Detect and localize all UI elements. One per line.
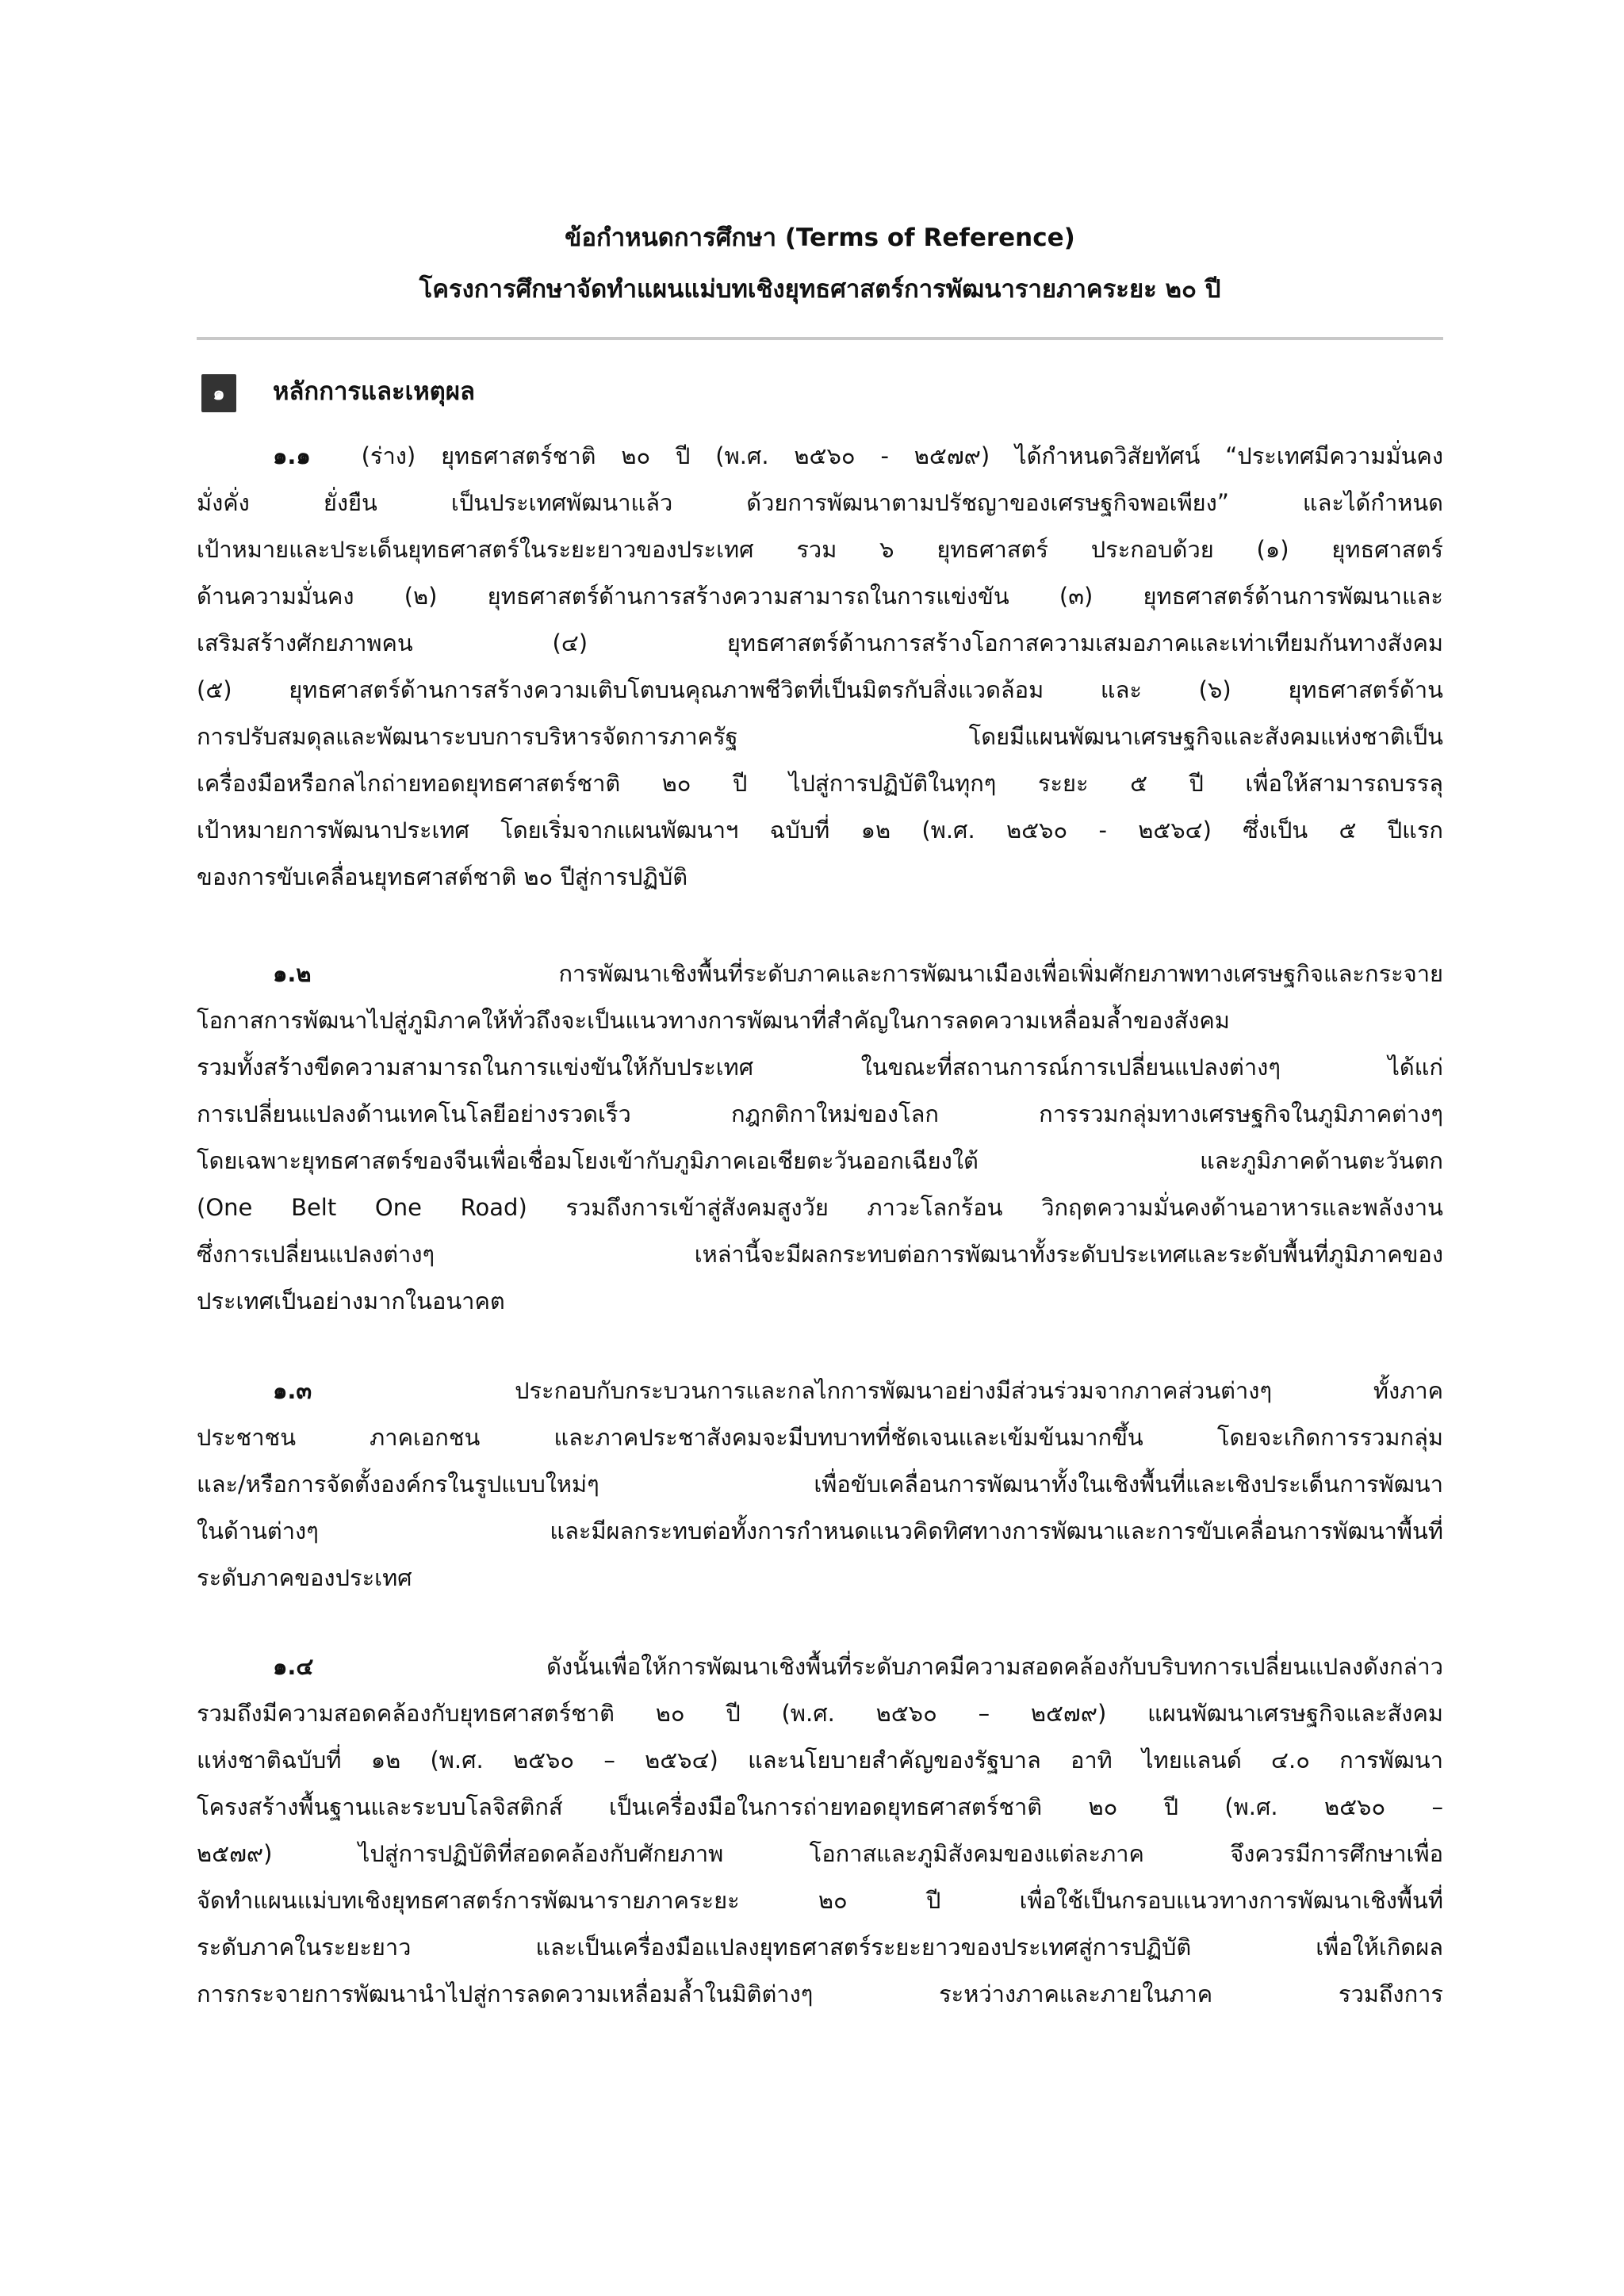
paragraph-line: (๕) ยุทธศาสตร์ด้านการสร้างความเติบโตบนคุณภาพชีวิตที่เป็นมิตรกับสิ่งแวดล้อม และ (๖) ยุทธศาสตร์ด้าน: [197, 676, 1443, 703]
paragraph-line: ๒๕๗๙) ไปสู่การปฏิบัติที่สอดคล้องกับศักยภาพ โอกาสและภูมิสังคมของแต่ละภาค จึงควรมีการศึกษาเพื่อ: [197, 1840, 1443, 1867]
paragraph-1-1: [197, 433, 1443, 901]
paragraph-line: ในด้านต่างๆ และมีผลกระทบต่อทั้งการกำหนดแนวคิดทิศทางการพัฒนาและการขับเคลื่อนการพัฒนาพื้นที่: [197, 1517, 1443, 1544]
paragraph-line: เครื่องมือหรือกลไกถ่ายทอดยุทธศาสตร์ชาติ ๒๐ ปี ไปสู่การปฏิบัติในทุกๆ ระยะ ๕ ปี เพื่อให้สามารถบรรลุ: [197, 770, 1443, 797]
paragraph-number: ๑.๓: [273, 1377, 312, 1404]
section-heading: หลักการและเหตุผล: [273, 377, 475, 406]
paragraph-text: ดังนั้นเพื่อให้การพัฒนาเชิงพื้นที่ระดับภาคมีความสอดคล้องกับบริบทการเปลี่ยนแปลงดังกล่าว: [546, 1653, 1443, 1680]
paragraph-1-4: [197, 1644, 1443, 2018]
paragraph-text: การพัฒนาเชิงพื้นที่ระดับภาคและการพัฒนาเมืองเพื่อเพิ่มศักยภาพทางเศรษฐกิจและกระจาย: [558, 960, 1443, 987]
paragraph-line: เป้าหมายการพัฒนาประเทศ โดยเริ่มจากแผนพัฒนาฯ ฉบับที่ ๑๒ (พ.ศ. ๒๕๖๐ - ๒๕๖๔) ซึ่งเป็น ๕ ปีแรก: [197, 817, 1443, 844]
paragraph-line: การเปลี่ยนแปลงด้านเทคโนโลยีอย่างรวดเร็ว กฎกติกาใหม่ของโลก การรวมกลุ่มทางเศรษฐกิจในภูมิภาคต่างๆ: [197, 1100, 1443, 1127]
paragraph-line: [197, 1368, 1443, 1414]
title-divider: [197, 337, 1443, 340]
paragraph-line: และ/หรือการจัดตั้งองค์กรในรูปแบบใหม่ๆ เพื่อขับเคลื่อนการพัฒนาทั้งในเชิงพื้นที่และเชิงประเด็นการพัฒนา: [197, 1471, 1443, 1498]
paragraph-number: ๑.๔: [273, 1653, 314, 1680]
paragraph-line: ของการขับเคลื่อนยุทธศาสต์ชาติ ๒๐ ปีสู่การปฏิบัติ: [197, 863, 688, 890]
paragraph-line: [197, 1644, 1443, 1690]
paragraph-line: จัดทำแผนแม่บทเชิงยุทธศาสตร์การพัฒนารายภาคระยะ ๒๐ ปี เพื่อใช้เป็นกรอบแนวทางการพัฒนาเชิงพื้นที่: [197, 1887, 1443, 1914]
document-title-line-2: โครงการศึกษาจัดทำแผนแม่บทเชิงยุทธศาสตร์การพัฒนารายภาคระยะ ๒๐ ปี: [419, 275, 1221, 304]
paragraph-line: รวมถึงมีความสอดคล้องกับยุทธศาสตร์ชาติ ๒๐ ปี (พ.ศ. ๒๕๖๐ – ๒๕๗๙) แผนพัฒนาเศรษฐกิจและสังคม: [197, 1700, 1443, 1727]
paragraph-line: โอกาสการพัฒนาไปสู่ภูมิภาคให้ทั่วถึงจะเป็นแนวทางการพัฒนาที่สำคัญในการลดความเหลื่อมล้ำของสังคม: [197, 1007, 1230, 1034]
paragraph-number: ๑.๑: [273, 442, 311, 469]
paragraph-line: การปรับสมดุลและพัฒนาระบบการบริหารจัดการภาครัฐ โดยมีแผนพัฒนาเศรษฐกิจและสังคมแห่งชาติเป็น: [197, 723, 1443, 750]
paragraph-line: มั่งคั่ง ยั่งยืน เป็นประเทศพัฒนาแล้ว ด้วยการพัฒนาตามปรัชญาของเศรษฐกิจพอเพียง” และได้กำหนด: [197, 489, 1443, 516]
paragraph-line: เสริมสร้างศักยภาพคน (๔) ยุทธศาสตร์ด้านการสร้างโอกาสความเสมอภาคและเท่าเทียมกันทางสังคม: [197, 629, 1443, 656]
paragraph-number: ๑.๒: [273, 960, 312, 987]
paragraph-line: [197, 951, 1443, 997]
paragraph-text: (ร่าง) ยุทธศาสตร์ชาติ ๒๐ ปี (พ.ศ. ๒๕๖๐ - ๒๕๗๙) ได้กำหนดวิสัยทัศน์ “ประเทศมีความมั่นคง: [361, 442, 1443, 469]
document-title-line-1: ข้อกำหนดการศึกษา (Terms of Reference): [565, 224, 1075, 252]
paragraph-line: ระดับภาคในระยะยาว และเป็นเครื่องมือแปลงยุทธศาสตร์ระยะยาวของประเทศสู่การปฏิบัติ เพื่อให้เกิดผล: [197, 1934, 1443, 1961]
paragraph-line: การกระจายการพัฒนานำไปสู่การลดความเหลื่อมล้ำในมิติต่างๆ ระหว่างภาคและภายในภาค รวมถึงการ: [197, 1980, 1443, 2007]
paragraph-line: (One Belt One Road) รวมถึงการเข้าสู่สังคมสูงวัย ภาวะโลกร้อน วิกฤตความมั่นคงด้านอาหารและพลังงาน: [197, 1194, 1443, 1221]
paragraph-line: รวมทั้งสร้างขีดความสามารถในการแข่งขันให้กับประเทศ ในขณะที่สถานการณ์การเปลี่ยนแปลงต่างๆ ได้แก่: [197, 1054, 1443, 1081]
paragraph-line: แห่งชาติฉบับที่ ๑๒ (พ.ศ. ๒๕๖๐ – ๒๕๖๔) และนโยบายสำคัญของรัฐบาล อาทิ ไทยแลนด์ ๔.๐ การพัฒนา: [197, 1747, 1443, 1774]
paragraph-line: ประเทศเป็นอย่างมากในอนาคต: [197, 1288, 505, 1314]
paragraph-1-3: [197, 1368, 1443, 1601]
paragraph-line: ระดับภาคของประเทศ: [197, 1564, 412, 1591]
paragraph-line: [197, 433, 1443, 480]
paragraph-line: ซึ่งการเปลี่ยนแปลงต่างๆ เหล่านี้จะมีผลกระทบต่อการพัฒนาทั้งระดับประเทศและระดับพื้นที่ภูมิภาคของ: [197, 1241, 1443, 1268]
paragraph-line: โครงสร้างพื้นฐานและระบบโลจิสติกส์ เป็นเครื่องมือในการถ่ายทอดยุทธศาสตร์ชาติ ๒๐ ปี (พ.ศ. ๒๕๖๐ –: [197, 1793, 1443, 1820]
paragraph-line: ด้านความมั่นคง (๒) ยุทธศาสตร์ด้านการสร้างความสามารถในการแข่งขัน (๓) ยุทธศาสตร์ด้านการพัฒนาและ: [197, 583, 1443, 610]
paragraph-text: ประกอบกับกระบวนการและกลไกการพัฒนาอย่างมีส่วนร่วมจากภาคส่วนต่างๆ ทั้งภาค: [515, 1377, 1444, 1404]
paragraph-line: เป้าหมายและประเด็นยุทธศาสตร์ในระยะยาวของประเทศ รวม ๖ ยุทธศาสตร์ ประกอบด้วย (๑) ยุทธศาสตร์: [197, 536, 1443, 563]
paragraph-line: ประชาชน ภาคเอกชน และภาคประชาสังคมจะมีบทบาทที่ชัดเจนและเข้มข้นมากขึ้น โดยจะเกิดการรวมกลุ่ม: [197, 1424, 1443, 1451]
paragraph-1-2: [197, 951, 1443, 1325]
section-number-badge: ๑: [201, 374, 236, 412]
paragraph-line: โดยเฉพาะยุทธศาสตร์ของจีนเพื่อเชื่อมโยงเข้ากับภูมิภาคเอเชียตะวันออกเฉียงใต้ และภูมิภาคด้านตะวันตก: [197, 1147, 1443, 1174]
